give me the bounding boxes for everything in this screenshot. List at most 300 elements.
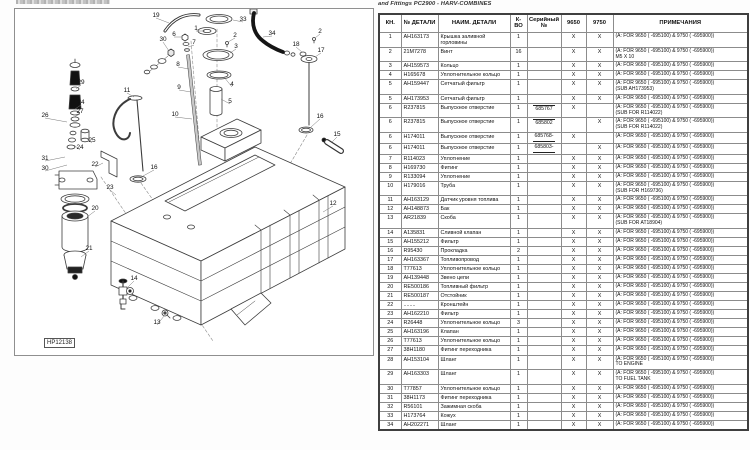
callout-20: 20 bbox=[91, 205, 99, 212]
cell-part-number: AH159573 bbox=[401, 62, 438, 71]
cell-quantity: 1 bbox=[510, 172, 527, 181]
table-row bbox=[379, 274, 748, 283]
cell-quantity: 1 bbox=[510, 301, 527, 310]
cell-model-9650 bbox=[561, 143, 586, 154]
cell-item-number: 32 bbox=[379, 402, 401, 411]
cell-part-number: H174011 bbox=[401, 132, 438, 143]
cell-part-number: H173764 bbox=[401, 411, 438, 420]
cell-quantity: 1 bbox=[510, 328, 527, 337]
cell-serial-number bbox=[527, 246, 561, 255]
cell-model-9750: X bbox=[586, 384, 613, 393]
cell-model-9750: X bbox=[586, 181, 613, 196]
callout-26: 26 bbox=[41, 112, 49, 119]
callout-11: 11 bbox=[123, 87, 131, 94]
cell-item-number: 28 bbox=[379, 355, 401, 370]
cell-serial-number bbox=[527, 172, 561, 181]
cell-notes: (A: FOR 9650 ( -695100) & 9750 ( -695900)) bbox=[613, 196, 748, 205]
table-row bbox=[379, 103, 748, 118]
cell-serial-number bbox=[527, 355, 561, 370]
callout-13: 13 bbox=[153, 319, 161, 326]
cell-model-9650: X bbox=[561, 205, 586, 214]
cell-part-number: A135831 bbox=[401, 228, 438, 237]
cell-part-name: Шланг bbox=[438, 420, 510, 430]
cell-item-number: 15 bbox=[379, 237, 401, 246]
cell-notes: (A: FOR 9650 ( -695100) & 9750 ( -695900)) (SUB FOR AT18904) bbox=[613, 214, 748, 229]
cell-serial-number bbox=[527, 205, 561, 214]
table-row bbox=[379, 118, 748, 133]
cell-model-9650: X bbox=[561, 411, 586, 420]
cell-model-9650: X bbox=[561, 370, 586, 385]
cell-serial-number bbox=[527, 370, 561, 385]
cell-part-number: AH139448 bbox=[401, 274, 438, 283]
cell-part-name: Уплотнение bbox=[438, 172, 510, 181]
cell-item-number: 24 bbox=[379, 319, 401, 328]
cell-model-9750: X bbox=[586, 393, 613, 402]
supply-hose-assembly bbox=[250, 9, 341, 151]
cell-serial-number bbox=[527, 32, 561, 47]
cell-quantity: 1 bbox=[510, 32, 527, 47]
cell-model-9750: X bbox=[586, 283, 613, 292]
cell-part-name: Фитинг переходника bbox=[438, 346, 510, 355]
cell-quantity: 1 bbox=[510, 355, 527, 370]
fuel-tank bbox=[111, 119, 345, 325]
cell-serial-number bbox=[527, 228, 561, 237]
cell-model-9650: X bbox=[561, 214, 586, 229]
cell-part-name: Зажимная скоба bbox=[438, 402, 510, 411]
cell-part-name: Сливной клапан bbox=[438, 228, 510, 237]
cell-part-name: Выпускное отверстие bbox=[438, 103, 510, 118]
callout-31: 31 bbox=[41, 155, 49, 162]
column-header: № ДЕТАЛИ bbox=[401, 14, 438, 32]
cell-item-number: 34 bbox=[379, 420, 401, 430]
cell-model-9750: X bbox=[586, 118, 613, 133]
cell-quantity: 1 bbox=[510, 143, 527, 154]
cell-notes: (A: FOR 9650 ( -695100) & 9750 ( -695900)) bbox=[613, 237, 748, 246]
table-row bbox=[379, 292, 748, 301]
callout-5: 5 bbox=[228, 98, 232, 105]
cell-model-9750: X bbox=[586, 32, 613, 47]
cell-part-name: Сетчатый фильтр bbox=[438, 80, 510, 95]
table-row bbox=[379, 228, 748, 237]
callout-25: 25 bbox=[88, 137, 96, 144]
cell-model-9750: X bbox=[586, 71, 613, 80]
cell-model-9650: X bbox=[561, 47, 586, 62]
sediment-bowl bbox=[64, 251, 86, 280]
column-header: ПРИМЕЧАНИЯ bbox=[613, 14, 748, 32]
cell-part-number: AR21839 bbox=[401, 214, 438, 229]
cell-item-number: 31 bbox=[379, 393, 401, 402]
cell-item-number: 3 bbox=[379, 62, 401, 71]
cell-quantity: 1 bbox=[510, 118, 527, 133]
cell-part-name: Винт bbox=[438, 47, 510, 62]
cell-item-number: 8 bbox=[379, 163, 401, 172]
callout-8: 8 bbox=[176, 61, 180, 68]
cell-part-name: Топливный фильтр bbox=[438, 283, 510, 292]
cell-quantity: 1 bbox=[510, 80, 527, 95]
cell-model-9750: X bbox=[586, 246, 613, 255]
cell-part-number: AH173953 bbox=[401, 94, 438, 103]
parts-table-body bbox=[379, 32, 748, 429]
cell-serial-number bbox=[527, 62, 561, 71]
cell-part-number: AH153104 bbox=[401, 355, 438, 370]
cell-part-number: H174011 bbox=[401, 143, 438, 154]
cell-serial-number bbox=[527, 47, 561, 62]
cell-model-9650: X bbox=[561, 346, 586, 355]
cell-model-9750: X bbox=[586, 143, 613, 154]
cell-quantity: 1 bbox=[510, 384, 527, 393]
callout-27: 27 bbox=[76, 108, 84, 115]
cell-notes: (A: FOR 9650 ( -695100) & 9750 ( -695900)) bbox=[613, 384, 748, 393]
table-row bbox=[379, 265, 748, 274]
table-row bbox=[379, 172, 748, 181]
cell-serial-number bbox=[527, 255, 561, 264]
cell-quantity: 1 bbox=[510, 402, 527, 411]
cell-serial-number bbox=[527, 214, 561, 229]
table-row bbox=[379, 370, 748, 385]
cell-quantity: 16 bbox=[510, 47, 527, 62]
cell-quantity: 1 bbox=[510, 237, 527, 246]
table-row bbox=[379, 337, 748, 346]
callout-24: 24 bbox=[77, 99, 85, 106]
callout-19: 19 bbox=[152, 12, 160, 19]
cell-serial-number bbox=[527, 402, 561, 411]
cell-part-name: Уплотнительное кольцо bbox=[438, 337, 510, 346]
callout-34: 34 bbox=[268, 30, 276, 37]
cell-quantity: 1 bbox=[510, 214, 527, 229]
cell-notes: (A: FOR 9650 ( -695100) & 9750 ( -695900)) bbox=[613, 393, 748, 402]
cell-notes: (A: FOR 9650 ( -695100) & 9750 ( -695900)) bbox=[613, 319, 748, 328]
cell-part-number: RE500186 bbox=[401, 283, 438, 292]
cell-model-9650: X bbox=[561, 103, 586, 118]
table-row bbox=[379, 94, 748, 103]
callout-9: 9 bbox=[177, 84, 181, 91]
cell-part-name: Выпускное отверстие bbox=[438, 132, 510, 143]
cell-serial-number bbox=[527, 274, 561, 283]
cell-part-number: RE500187 bbox=[401, 292, 438, 301]
cell-item-number: 5 bbox=[379, 94, 401, 103]
cell-serial-number bbox=[527, 420, 561, 430]
table-row bbox=[379, 402, 748, 411]
cell-part-name: Датчик уровня топлива bbox=[438, 196, 510, 205]
cell-part-number: AH159447 bbox=[401, 80, 438, 95]
cell-notes: (A: FOR 9650 ( -695100) & 9750 ( -695900)) bbox=[613, 255, 748, 264]
cell-part-name: Фитинг bbox=[438, 163, 510, 172]
cell-model-9750: X bbox=[586, 265, 613, 274]
cell-part-name: Уплотнительное кольцо bbox=[438, 71, 510, 80]
cell-part-number: H179016 bbox=[401, 181, 438, 196]
callout-17: 17 bbox=[317, 47, 325, 54]
cell-item-number: 33 bbox=[379, 411, 401, 420]
cell-model-9650: X bbox=[561, 132, 586, 143]
filter-head bbox=[55, 171, 97, 189]
cell-part-number: ........ bbox=[401, 301, 438, 310]
callout-2: 2 bbox=[318, 28, 322, 35]
cell-model-9750: X bbox=[586, 205, 613, 214]
cell-model-9750: X bbox=[586, 163, 613, 172]
cell-notes: (A: FOR 9650 ( -695100) & 9750 ( -695900)) bbox=[613, 163, 748, 172]
callout-14: 14 bbox=[130, 275, 138, 282]
cell-item-number: 29 bbox=[379, 370, 401, 385]
callout-24: 24 bbox=[76, 144, 84, 151]
mounting-bracket bbox=[101, 151, 117, 177]
callout-18: 18 bbox=[292, 41, 300, 48]
cell-model-9650: X bbox=[561, 274, 586, 283]
table-row bbox=[379, 384, 748, 393]
cell-part-number: R237815 bbox=[401, 118, 438, 133]
callout-1: 1 bbox=[194, 25, 198, 32]
cell-notes: (A: FOR 9650 ( -695100) & 9750 ( -695900)) bbox=[613, 32, 748, 47]
cell-notes: (A: FOR 9650 ( -695100) & 9750 ( -695900)) (SUB FOR R114022) bbox=[613, 103, 748, 118]
cell-item-number: 26 bbox=[379, 337, 401, 346]
callout-7: 7 bbox=[192, 39, 196, 46]
cell-part-name: Топливопровод bbox=[438, 255, 510, 264]
cell-quantity: 1 bbox=[510, 411, 527, 420]
cell-item-number: 9 bbox=[379, 172, 401, 181]
table-row bbox=[379, 355, 748, 370]
cell-model-9650: X bbox=[561, 32, 586, 47]
cell-model-9650: X bbox=[561, 196, 586, 205]
cell-notes: (A: FOR 9650 ( -695100) & 9750 ( -695900)) bbox=[613, 337, 748, 346]
callout-3: 3 bbox=[234, 43, 238, 50]
cell-notes: (A: FOR 9650 ( -695100) & 9750 ( -695900)) bbox=[613, 246, 748, 255]
cell-quantity: 1 bbox=[510, 346, 527, 355]
cell-part-name: Шланг bbox=[438, 355, 510, 370]
cell-notes: (A: FOR 9650 ( -695100) & 9750 ( -695900)) bbox=[613, 228, 748, 237]
cell-quantity: 1 bbox=[510, 196, 527, 205]
cell-serial-number bbox=[527, 393, 561, 402]
parts-table bbox=[378, 13, 749, 431]
cell-serial-number bbox=[527, 411, 561, 420]
cell-model-9650: X bbox=[561, 181, 586, 196]
cell-part-name: Выпускное отверстие bbox=[438, 143, 510, 154]
filter-cartridge bbox=[62, 211, 88, 252]
table-row bbox=[379, 163, 748, 172]
cell-model-9650: X bbox=[561, 62, 586, 71]
cell-serial-number bbox=[527, 154, 561, 163]
cell-model-9650: X bbox=[561, 163, 586, 172]
cell-part-number: H165678 bbox=[401, 71, 438, 80]
cell-notes: (A: FOR 9650 ( -695100) & 9750 ( -695900)) bbox=[613, 310, 748, 319]
cell-part-number: AH148873 bbox=[401, 205, 438, 214]
cell-serial-number bbox=[527, 80, 561, 95]
cell-model-9750: X bbox=[586, 196, 613, 205]
cell-quantity: 1 bbox=[510, 154, 527, 163]
cell-item-number: 7 bbox=[379, 154, 401, 163]
cell-notes: (A: FOR 9650 ( -695100) & 9750 ( -695900)) (SUB AH173953) bbox=[613, 80, 748, 95]
cell-quantity: 1 bbox=[510, 228, 527, 237]
cell-notes: (A: FOR 9650 ( -695100) & 9750 ( -695900)) bbox=[613, 274, 748, 283]
cell-item-number: 18 bbox=[379, 265, 401, 274]
cell-model-9750: X bbox=[586, 319, 613, 328]
callout-33: 33 bbox=[239, 16, 247, 23]
cell-part-name: Отстойник bbox=[438, 292, 510, 301]
cell-item-number: 1 bbox=[379, 32, 401, 47]
cell-part-number: AH155212 bbox=[401, 237, 438, 246]
cell-notes: (A: FOR 9650 ( -695100) & 9750 ( -695900)) bbox=[613, 205, 748, 214]
cell-serial-number bbox=[527, 94, 561, 103]
cell-model-9650 bbox=[561, 118, 586, 133]
cell-item-number: 4 bbox=[379, 71, 401, 80]
cell-part-number: R95430 bbox=[401, 246, 438, 255]
cell-serial-number bbox=[527, 196, 561, 205]
cell-part-number: T77613 bbox=[401, 337, 438, 346]
table-row bbox=[379, 319, 748, 328]
callout-16: 16 bbox=[150, 164, 158, 171]
cell-quantity: 1 bbox=[510, 103, 527, 118]
cell-part-name: Прокладка bbox=[438, 246, 510, 255]
cell-model-9750: X bbox=[586, 310, 613, 319]
cell-notes: (A: FOR 9650 ( -695100) & 9750 ( -695900)) M5 X 10 bbox=[613, 47, 748, 62]
table-row bbox=[379, 346, 748, 355]
table-row bbox=[379, 181, 748, 196]
cell-notes: (A: FOR 9650 ( -695100) & 9750 ( -695900)) bbox=[613, 143, 748, 154]
cell-quantity: 1 bbox=[510, 393, 527, 402]
cell-notes: (A: FOR 9650 ( -695100) & 9750 ( -695900)) TO ENGINE bbox=[613, 355, 748, 370]
cell-model-9750 bbox=[586, 103, 613, 118]
cell-notes: (A: FOR 9650 ( -695100) & 9750 ( -695900)) bbox=[613, 132, 748, 143]
callout-21: 21 bbox=[85, 245, 93, 252]
cell-model-9750: X bbox=[586, 80, 613, 95]
cell-model-9750: X bbox=[586, 292, 613, 301]
cell-quantity: 1 bbox=[510, 265, 527, 274]
callout-23: 23 bbox=[106, 184, 114, 191]
cell-part-number: T77857 bbox=[401, 384, 438, 393]
cell-serial-number bbox=[527, 71, 561, 80]
callout-2: 2 bbox=[233, 32, 237, 39]
cell-model-9750: X bbox=[586, 62, 613, 71]
cell-quantity: 2 bbox=[510, 246, 527, 255]
cell-part-name: Уплотнительное кольцо bbox=[438, 265, 510, 274]
callout-4: 4 bbox=[230, 81, 234, 88]
cell-part-name: Труба bbox=[438, 181, 510, 196]
cell-part-number: T77613 bbox=[401, 265, 438, 274]
cell-model-9750: X bbox=[586, 301, 613, 310]
cell-part-number: AH163196 bbox=[401, 328, 438, 337]
cell-part-name: Шланг bbox=[438, 370, 510, 385]
catalog-title: and Fittings PC2900 - HARV-COMBINES bbox=[378, 1, 492, 7]
cell-serial-number bbox=[527, 181, 561, 196]
cell-item-number: 25 bbox=[379, 328, 401, 337]
cell-model-9750: X bbox=[586, 94, 613, 103]
cell-model-9650: X bbox=[561, 402, 586, 411]
cell-model-9650: X bbox=[561, 319, 586, 328]
cell-item-number: 27 bbox=[379, 346, 401, 355]
cell-model-9750: X bbox=[586, 228, 613, 237]
cell-part-name: Кожух bbox=[438, 411, 510, 420]
cell-model-9750: X bbox=[586, 255, 613, 264]
cell-notes: (A: FOR 9650 ( -695100) & 9750 ( -695900)) TO FUEL TANK bbox=[613, 370, 748, 385]
cell-model-9750: X bbox=[586, 154, 613, 163]
cell-notes: (A: FOR 9650 ( -695100) & 9750 ( -695900)) bbox=[613, 292, 748, 301]
cell-quantity: 1 bbox=[510, 420, 527, 430]
cell-model-9750: X bbox=[586, 237, 613, 246]
cell-serial-number bbox=[527, 163, 561, 172]
cell-part-number: AH202271 bbox=[401, 420, 438, 430]
cell-part-number: 38H1173 bbox=[401, 393, 438, 402]
cell-notes: (A: FOR 9650 ( -695100) & 9750 ( -695900)) (SUB FOR R114022) bbox=[613, 118, 748, 133]
cell-model-9750: X bbox=[586, 420, 613, 430]
table-row bbox=[379, 411, 748, 420]
table-row bbox=[379, 71, 748, 80]
cell-serial-number: 685803- bbox=[527, 143, 561, 154]
cell-model-9650: X bbox=[561, 172, 586, 181]
cell-part-name: Фильтр bbox=[438, 237, 510, 246]
table-row bbox=[379, 214, 748, 229]
cell-model-9650: X bbox=[561, 337, 586, 346]
cell-model-9650: X bbox=[561, 265, 586, 274]
table-row bbox=[379, 143, 748, 154]
table-row bbox=[379, 328, 748, 337]
cell-item-number: 22 bbox=[379, 301, 401, 310]
cell-item-number: 11 bbox=[379, 196, 401, 205]
callout-29: 29 bbox=[77, 79, 85, 86]
exploded-diagram-panel bbox=[14, 8, 374, 356]
cell-item-number: 30 bbox=[379, 384, 401, 393]
parts-table-header bbox=[379, 14, 748, 32]
cell-part-name: Клапан bbox=[438, 328, 510, 337]
cell-notes: (A: FOR 9650 ( -695100) & 9750 ( -695900)) bbox=[613, 346, 748, 355]
cell-quantity: 1 bbox=[510, 255, 527, 264]
column-header: К-ВО bbox=[510, 14, 527, 32]
cell-model-9750: X bbox=[586, 355, 613, 370]
cell-part-number: AH163129 bbox=[401, 196, 438, 205]
figure-number-label: HP12138 bbox=[44, 338, 75, 348]
table-row bbox=[379, 393, 748, 402]
cell-part-number: R26448 bbox=[401, 319, 438, 328]
cell-item-number: 17 bbox=[379, 255, 401, 264]
callout-16: 16 bbox=[316, 113, 324, 120]
cell-serial-number: 685768- bbox=[527, 132, 561, 143]
cell-item-number: 13 bbox=[379, 214, 401, 229]
cell-serial-number: 685802 bbox=[527, 118, 561, 133]
cell-serial-number bbox=[527, 346, 561, 355]
cell-item-number: 2 bbox=[379, 47, 401, 62]
cell-quantity: 1 bbox=[510, 310, 527, 319]
cell-item-number: 10 bbox=[379, 181, 401, 196]
cell-part-name: Выпускное отверстие bbox=[438, 118, 510, 133]
callout-22: 22 bbox=[91, 161, 99, 168]
column-header: 9650 bbox=[561, 14, 586, 32]
cell-item-number: 12 bbox=[379, 205, 401, 214]
cell-model-9650: X bbox=[561, 246, 586, 255]
cell-item-number: 5 bbox=[379, 80, 401, 95]
cell-quantity: 1 bbox=[510, 337, 527, 346]
callout-12: 12 bbox=[329, 200, 337, 207]
cell-part-number: 38H1180 bbox=[401, 346, 438, 355]
callout-30: 30 bbox=[159, 36, 167, 43]
cell-item-number: 21 bbox=[379, 292, 401, 301]
cell-quantity: 1 bbox=[510, 94, 527, 103]
cell-part-number: AH163303 bbox=[401, 370, 438, 385]
cell-model-9750: X bbox=[586, 346, 613, 355]
cell-item-number: 6 bbox=[379, 143, 401, 154]
cell-part-number: 21M7278 bbox=[401, 47, 438, 62]
table-row bbox=[379, 205, 748, 214]
cell-notes: (A: FOR 9650 ( -695100) & 9750 ( -695900)) (SUB FOR H169736) bbox=[613, 181, 748, 196]
cell-item-number: 20 bbox=[379, 283, 401, 292]
cell-model-9650: X bbox=[561, 292, 586, 301]
cell-notes: (A: FOR 9650 ( -695100) & 9750 ( -695900)) bbox=[613, 265, 748, 274]
cell-serial-number bbox=[527, 237, 561, 246]
cell-serial-number bbox=[527, 319, 561, 328]
cell-notes: (A: FOR 9650 ( -695100) & 9750 ( -695900)) bbox=[613, 62, 748, 71]
callout-30: 30 bbox=[41, 165, 49, 172]
callout-10: 10 bbox=[171, 111, 179, 118]
cell-model-9750: X bbox=[586, 47, 613, 62]
cell-part-number: R237815 bbox=[401, 103, 438, 118]
table-row bbox=[379, 283, 748, 292]
cell-model-9650: X bbox=[561, 420, 586, 430]
